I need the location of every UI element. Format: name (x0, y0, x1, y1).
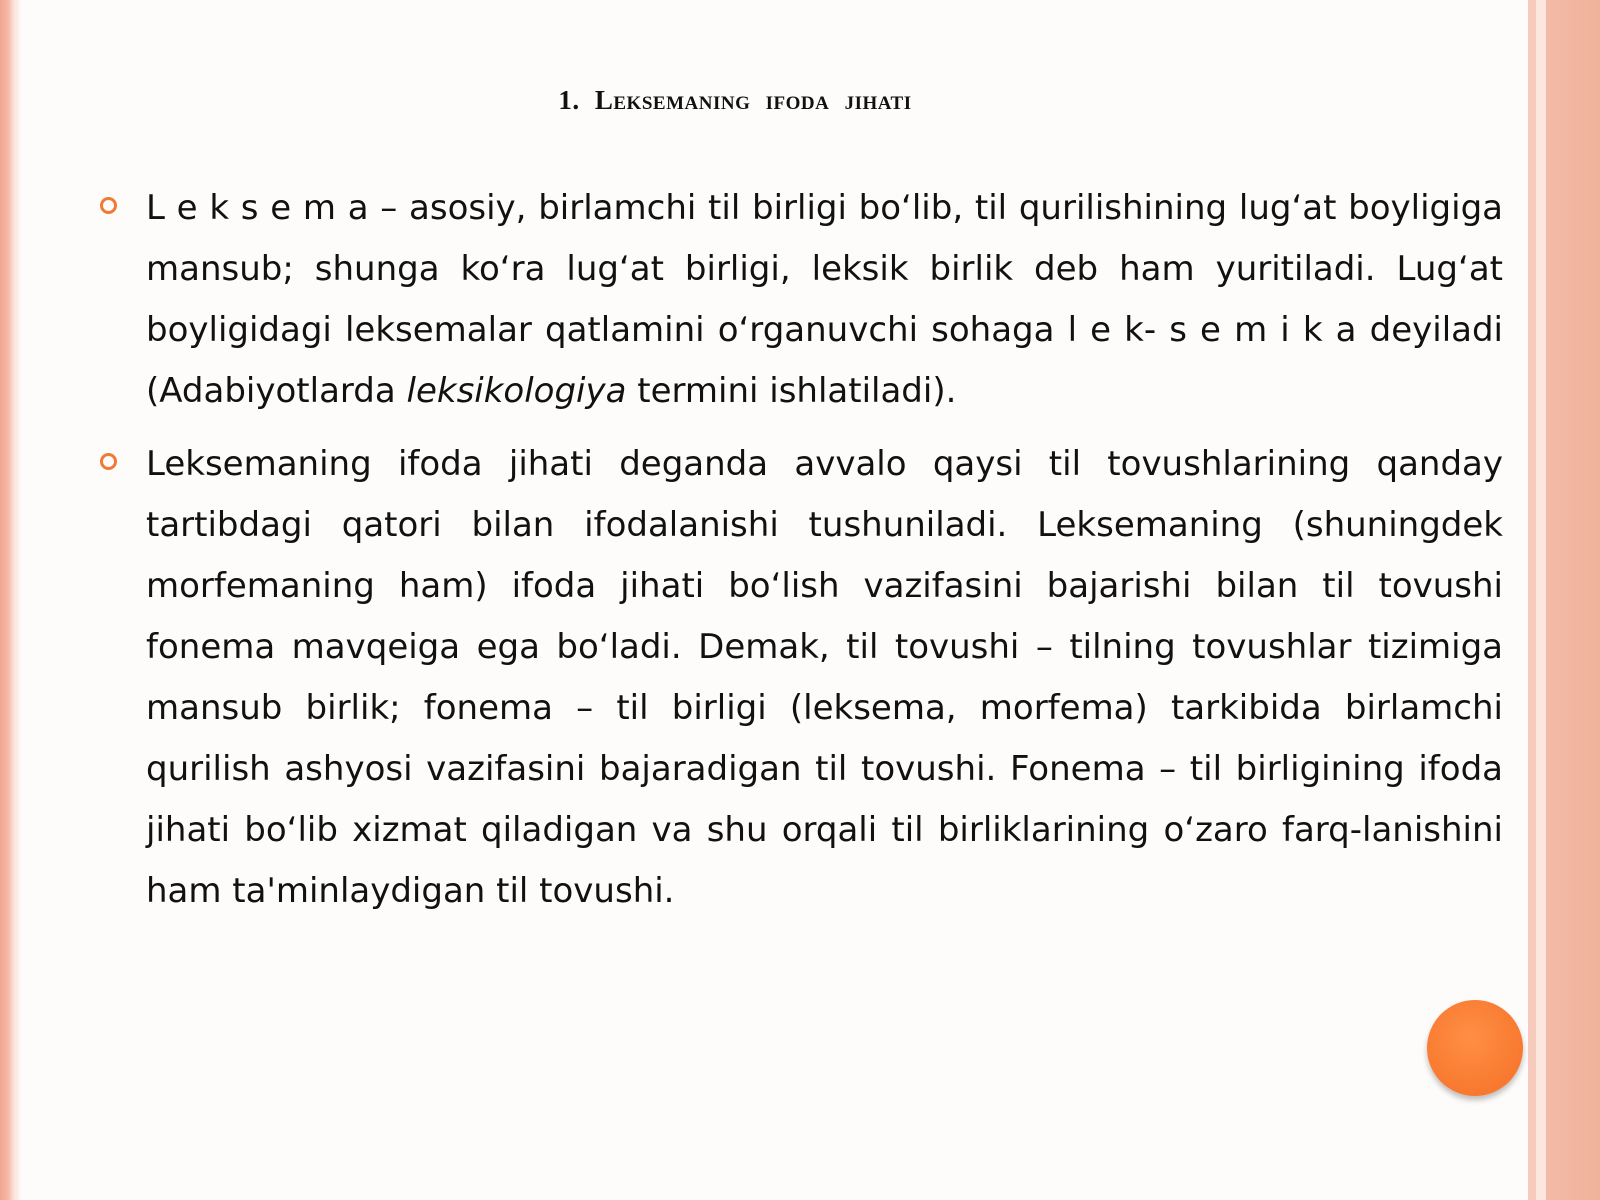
bullet-paragraph-2: Leksemaning ifoda jihati deganda avvalo qaysi til tovushlarining qanday tartibdagi qatori bilan ifodalanishi tushuniladi. Leksemaning (shuningdek morfemaning ham) ifoda jihati bo‘lish vazifasini bajarishi bilan til tovushi fonema mavqeiga ega bo‘ladi. Demak, til tovushi – tilning tovushlar tizimiga mansub birlik; fonema – til birligi (leksema, morfema) tarkibida birlamchi qurilish ashyosi vazifasini bajaradigan til tovushi. Fonema – til birligining ifoda jihati bo‘lib xizmat qiladigan va shu orqali til birliklarining o‘zaro farq-lanishini ham ta'minlaydigan til tovushi. (146, 444, 1503, 911)
slide-title: 1. Leksemaning ifoda jihati (558, 85, 912, 115)
term-leksikologiya: leksikologiya (406, 371, 627, 411)
right-decorative-stripe (1528, 0, 1536, 1200)
term-leksema: L e k s e m a (146, 188, 369, 228)
paragraph-1-text-3: termini ishlatiladi). (626, 371, 957, 411)
term-leksemika: l e k- s e m i k a (1067, 310, 1357, 350)
right-decorative-band (1546, 0, 1600, 1200)
right-decorative-gap (1536, 0, 1546, 1200)
slide-content (100, 178, 1503, 934)
paragraph-1-text-2: deyiladi (Adabiyotlarda (146, 310, 1504, 411)
bullet-paragraph-1 (146, 178, 1503, 422)
paragraph-1-text-1: – asosiy, birlamchi til birligi bo‘lib, til qurilishining lug‘at boyligiga mansub; shunga ko‘ra lug‘at birligi, leksik birlik deb ham yuritiladi. Lug‘at boyligidagi leksemalar qatlamini o‘rganuvchi sohaga (146, 188, 1503, 350)
left-decorative-border (0, 0, 20, 1200)
bullet-circle-icon (100, 197, 117, 214)
orange-circle-decoration (1427, 1000, 1523, 1096)
bullet-item-2 (100, 434, 1503, 922)
bullet-item-1 (100, 178, 1503, 422)
bullet-circle-icon (100, 453, 117, 470)
